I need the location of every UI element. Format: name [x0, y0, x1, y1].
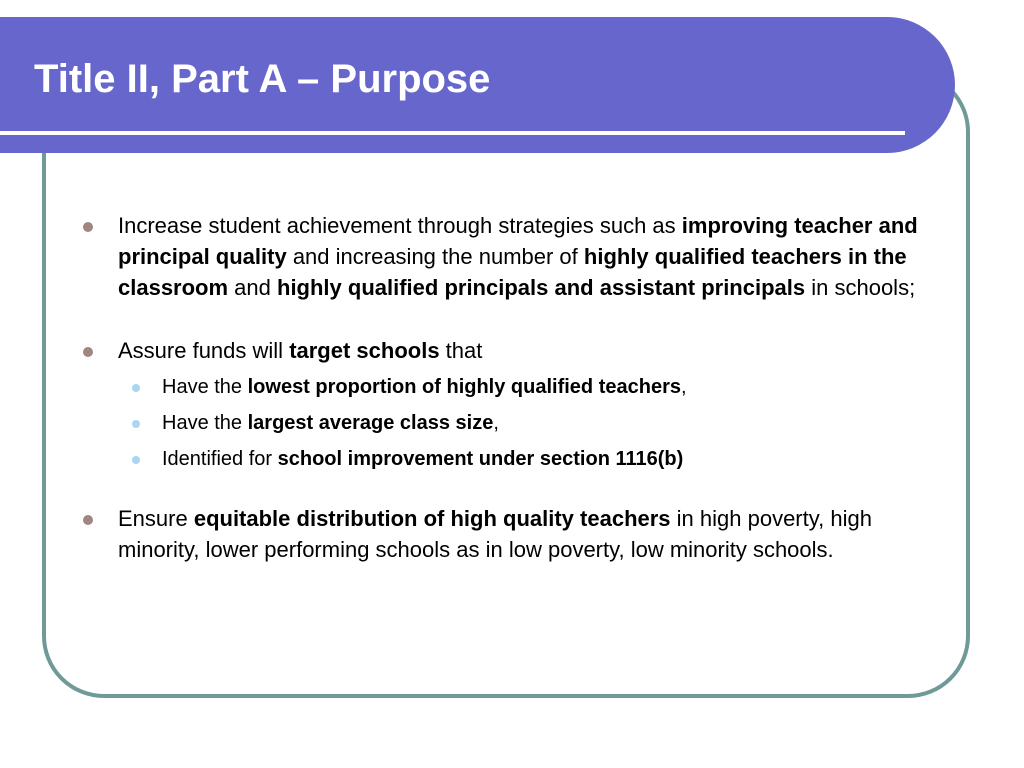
- bullet-2: [118, 335, 918, 366]
- sub-bullet-1-bold-1: lowest proportion of highly qualified teachers: [247, 376, 681, 398]
- sub-bullet-3-text-1: Identified for: [162, 448, 278, 470]
- sub-bullet-3-bold-1: school improvement under section 1116(b): [277, 448, 684, 470]
- sub-bullet-list: [162, 373, 918, 473]
- sub-bullet-3: [162, 445, 918, 473]
- slide-body: [118, 210, 918, 597]
- bullet-1-bold-2: highly qualified teachers in the classroom: [118, 244, 907, 300]
- bullet-1-text-3: and: [228, 275, 277, 300]
- sub-bullet-1-text-2: ,: [680, 376, 687, 398]
- bullet-1-text-2: and increasing the number of: [286, 244, 584, 269]
- bullet-1-bold-1: improving teacher and principal quality: [118, 213, 918, 269]
- bullet-1-bold-3: highly qualified principals and assistant principals: [277, 275, 806, 300]
- sub-bullet-2-bold-1: largest average class size: [247, 412, 494, 434]
- bullet-3-text-1: Ensure: [118, 506, 194, 531]
- bullet-3-text-2: in high poverty, high minority, lower performing schools as in low poverty, low minority schools.: [118, 506, 872, 562]
- bullet-1-text-4: in schools;: [805, 275, 916, 300]
- sub-bullet-2-text-1: Have the: [162, 412, 248, 434]
- sub-bullet-2-text-2: ,: [493, 412, 499, 434]
- title-underline: [0, 131, 905, 135]
- bullet-3: [118, 503, 918, 565]
- bullet-2-text-2: that: [439, 338, 483, 363]
- sub-bullet-1-text-1: Have the: [162, 376, 248, 398]
- bullet-3-bold-1: equitable distribution of high quality teachers: [193, 506, 671, 531]
- sub-bullet-2: [162, 409, 918, 437]
- bullet-2-text-1: Assure funds will: [118, 338, 290, 363]
- bullet-1-text-1: Increase student achievement through strategies such as: [118, 213, 682, 238]
- bullet-1: [118, 210, 918, 303]
- bullet-2-bold-1: target schools: [289, 338, 440, 363]
- sub-bullet-1: [162, 373, 918, 401]
- slide-title: Title II, Part A – Purpose: [34, 57, 491, 101]
